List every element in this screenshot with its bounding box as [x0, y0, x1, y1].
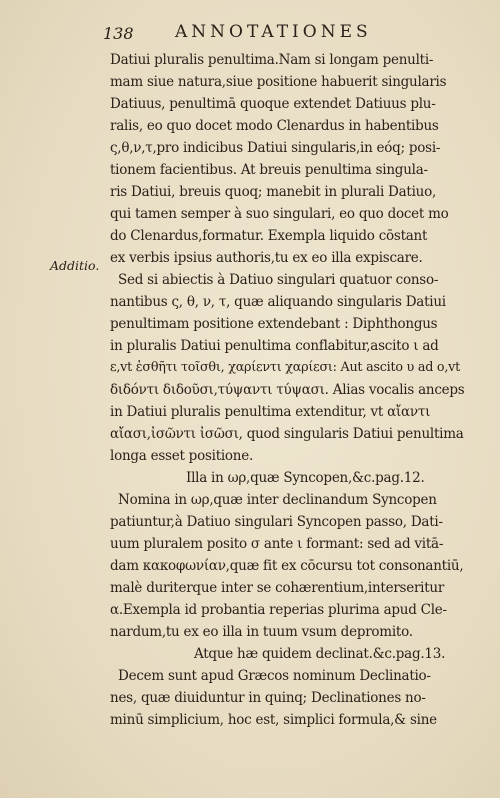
- text-line: αἴασι,ἰσῶντι ἰσῶσι, quod singularis Datiui penultima: [110, 426, 464, 442]
- page-number: 138: [103, 24, 134, 43]
- page-header: [103, 20, 463, 46]
- text-line: Decem sunt apud Græcos nominum Declinatio-: [118, 668, 431, 684]
- text-line: nes, quæ diuiduntur in quinq; Declinationes no-: [110, 690, 426, 706]
- text-line: longa esset positione.: [110, 448, 254, 464]
- text-line: ralis, eo quo docet modo Clenardus in habentibus: [110, 118, 439, 134]
- text-line: in pluralis Datiui penultima conflabitur,ascito ι ad: [110, 338, 439, 354]
- marginal-note: Additio.: [50, 258, 100, 273]
- text-line: qui tamen semper à suo singulari, eo quo docet mo: [110, 206, 449, 222]
- section-heading: Illa in ωρ,quæ Syncopen,&c.pag.12.: [186, 470, 425, 486]
- text-line: do Clenardus,formatur. Exempla liquido cōstant: [110, 228, 428, 244]
- text-line: ex verbis ipsius authoris,tu ex eo illa expiscare.: [110, 250, 423, 266]
- text-line: mam siue natura,siue positione habuerit singularis: [110, 74, 447, 90]
- text-line: διδόντι διδοῦσι,τύψαντι τύψασι. Alias vocalis anceps: [110, 382, 465, 398]
- text-line: penultimam positione extendebant : Diphthongus: [110, 316, 438, 332]
- text-line: in Datiui pluralis penultima extenditur, vt αἴαντι: [110, 404, 431, 420]
- text-line: α.Exempla id probantia reperias plurima apud Cle-: [110, 602, 447, 618]
- text-line: nantibus ς, θ, ν, τ, quæ aliquando singularis Datiui: [110, 294, 446, 310]
- text-line: ris Datiui, breuis quoq; manebit in plurali Datiuo,: [110, 184, 437, 200]
- text-line: dam κακοφωνίαν,quæ fit ex cōcursu tot consonantiū,: [110, 558, 464, 574]
- text-line: Nomina in ωρ,quæ inter declinandum Syncopen: [118, 492, 437, 508]
- text-line: patiuntur,à Datiuo singulari Syncopen passo, Dati-: [110, 514, 443, 530]
- text-line: Datiuus, penultimā quoque extendet Datiuus plu-: [110, 96, 436, 112]
- text-line: tionem facientibus. At breuis penultima singula-: [110, 162, 428, 178]
- section-heading: Atque hæ quidem declinat.&c.pag.13.: [194, 646, 446, 662]
- text-line: Datiui pluralis penultima.Nam si longam penulti-: [110, 52, 434, 68]
- text-line: uum pluralem posito σ ante ι formant: sed ad vitā-: [110, 536, 444, 552]
- text-line: Sed si abiectis à Datiuo singulari quatuor conso-: [118, 272, 439, 288]
- text-line: malè duriterque inter se cohærentium,interseritur: [110, 580, 445, 596]
- text-line: ς,θ,ν,τ,pro indicibus Datiui singularis,in eóq; posi-: [110, 140, 441, 156]
- running-title: ANNOTATIONES: [175, 22, 372, 42]
- text-line: minū simplicium, hoc est, simplici formula,& sine: [110, 712, 437, 728]
- text-line: nardum,tu ex eo illa in tuum vsum depromito.: [110, 624, 413, 640]
- text-line: ε,vt ἐσθῆτι τοῖσθι, χαρίεντι χαρίεσι: Aut ascito υ ad ο,vt: [110, 360, 460, 375]
